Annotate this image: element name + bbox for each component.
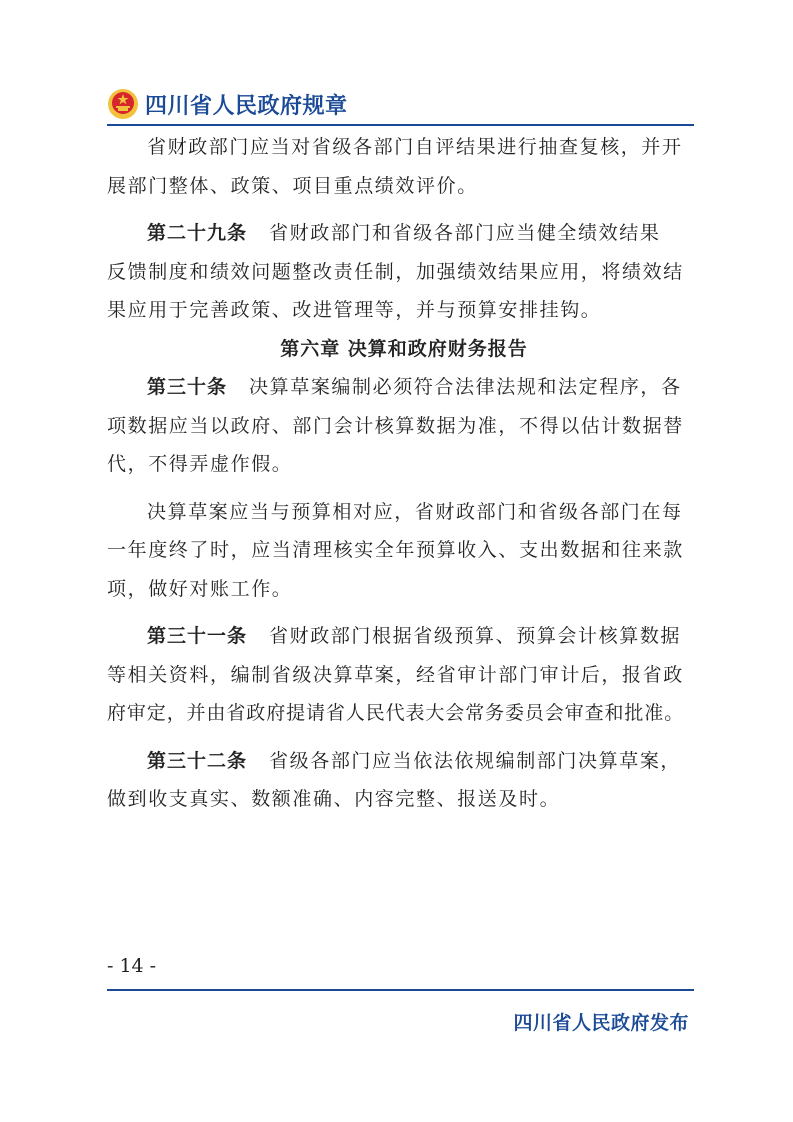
text-line: 代，不得弄虚作假。 <box>107 453 293 475</box>
chapter-heading: 第六章 决算和政府财务报告 <box>280 337 528 360</box>
header-title: 四川省人民政府规章 <box>145 93 348 119</box>
footer-divider <box>107 989 694 991</box>
text-line <box>107 742 697 781</box>
article-text: 省财政部门根据省级预算、预算会计核算数据 <box>269 625 682 647</box>
text-line <box>107 368 697 407</box>
page-header <box>107 84 348 124</box>
text-line: 府审定，并由省政府提请省人民代表大会常务委员会审查和批准。 <box>107 702 685 724</box>
footer-publisher: 四川省人民政府发布 <box>513 1012 689 1034</box>
article-heading: 第三十二条 <box>147 749 248 772</box>
article-heading: 第三十条 <box>147 376 228 398</box>
document-body <box>107 128 697 819</box>
article-text: 省财政部门和省级各部门应当健全绩效结果 <box>269 222 661 244</box>
article-text: 省级各部门应当依法依规编制部门决算草案， <box>269 749 682 772</box>
text-line: 项数据应当以政府、部门会计核算数据为准，不得以估计数据替 <box>107 414 684 437</box>
text-line: 等相关资料，编制省级决算草案，经省审计部门审计后，报省政 <box>107 663 684 686</box>
national-emblem-icon <box>107 88 139 120</box>
text-line: 果应用于完善政策、改进管理等，并与预算安排挂钩。 <box>107 299 602 321</box>
article-heading: 第二十九条 <box>147 222 248 244</box>
text-line <box>107 214 697 253</box>
text-line: 做到收支真实、数额准确、内容完整、报送及时。 <box>107 788 561 810</box>
header-divider <box>107 124 694 126</box>
text-line <box>107 617 697 656</box>
article-heading: 第三十一条 <box>147 625 248 647</box>
text-line: 反馈制度和绩效问题整改责任制，加强绩效结果应用，将绩效结 <box>107 260 684 283</box>
text-line: 一年度终了时，应当清理核实全年预算收入、支出数据和往来款 <box>107 539 684 561</box>
page-number: - 14 - <box>107 955 157 977</box>
text-line: 省财政部门应当对省级各部门自评结果进行抽查复核，并开 <box>147 136 683 158</box>
text-line: 项，做好对账工作。 <box>107 577 293 600</box>
text-line: 决算草案应当与预算相对应，省财政部门和省级各部门在每 <box>147 500 683 523</box>
text-line: 展部门整体、政策、项目重点绩效评价。 <box>107 174 478 197</box>
article-text: 决算草案编制必须符合法律法规和法定程序，各 <box>249 376 682 398</box>
